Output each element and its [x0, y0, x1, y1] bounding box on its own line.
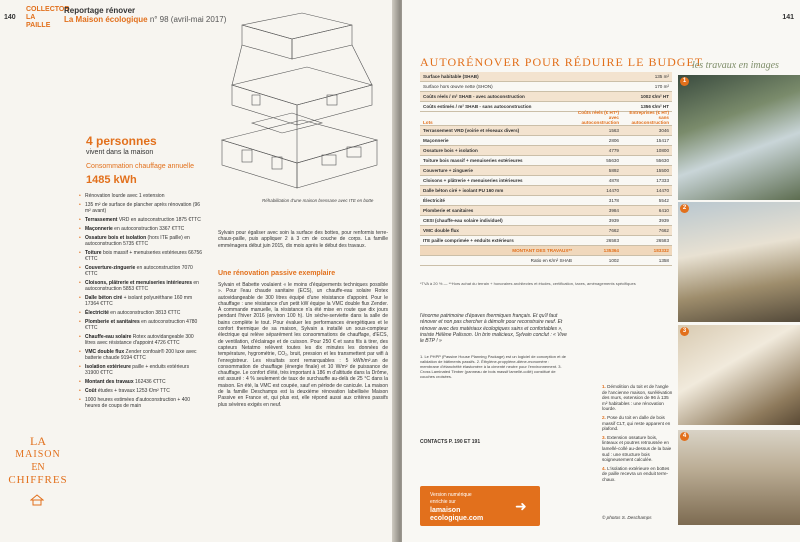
table-row: Dalle béton ciré + isolant PU 160 mm 14470 14470	[420, 186, 672, 196]
list-item: • Couverture-zinguerie en autoconstruction 7070 €TTC	[79, 265, 204, 277]
photo-straw	[678, 430, 800, 525]
consumption-label: Consommation chauffage annuelle	[86, 163, 195, 170]
promo-line-4: ecologique.com	[430, 515, 484, 522]
body-paragraph: Sylvain et Babette voulaient « le moins d'équipements techniques possible ». Pour l'eau chaude sanitaire (ECS), un chauffe-eau solaire Rotex autovidangeable de 300 litres équipé d'une résistance d'appoint. Pour le chauffage : une résistance d'un petit kW équipe la VMC double flux Zender. À commande manuelle, la résistance n'a été mise en route que dix jours pendant l'hiver 2016 (environ 100 h). Un sèche-serviette dans la salle de bains complète le tout. Pour évaluer les performances énergétiques et le confort thermique de sa maison, Sylvain a installé un sous-compteur électrique qui relève séparément les consommations de chauffage, d'ECS, de ventilation, d'éclairage et de cuisson. Pour 250 € et sans fils à tirer, des capteurs Netatmo relèvent toutes les dix minutes les données de température, hygrométrie, CO₂, bruit, pression et les transmettent par wifi à l'enregistreur. Les résultats sont remarquables : 5 kWh/m².an de consommation de chauffage (énergie finale) et 10 W/m² de puissance de chauffage. Le confort d'été, très important à 186 m d'altitude dans la Drôme, est assuré : 4 % seulement de taux de surchauffe au-delà de 25 °C dans la maison. En été, la VMC est coupée, sauf en période de canicule. La maison de la famille Deschamps est la deuxième rénovation labellisée Maison Passive en France et, qui plus est, elle répond aussi aux critères passifs plus sévères exigés en neuf.	[218, 282, 388, 408]
table-row: Toiture bois massif + menuiseries extérieures 55630 55630	[420, 156, 672, 166]
list-item: • Maçonnerie en autoconstruction 3367 €TTC	[79, 226, 204, 232]
photo-legend	[602, 384, 674, 486]
photo-credit: © photos S. Deschamps	[602, 515, 652, 520]
running-header	[64, 6, 226, 24]
table-row: Électricité 3178 5542	[420, 196, 672, 206]
right-page	[402, 0, 800, 542]
list-item: • Chauffe-eau solaire Rotex autovidangeable 300 litres avec résistance d'appoint 4726 €TTC	[79, 334, 204, 346]
house-icon	[30, 494, 44, 506]
list-item: • Dalle béton ciré + isolant polyuréthane 160 mm 17364 €TTC	[79, 295, 204, 307]
list-item: • Isolation extérieure paille + enduits extérieurs 31900 €TTC	[79, 364, 204, 376]
table-row: Terrassement VRD (voirie et réseaux divers) 1563 3046	[420, 126, 672, 136]
architect-sketch	[212, 5, 384, 217]
table-row: Ossature bois + isolation 4779 10800	[420, 146, 672, 156]
arrow-right-icon: ➜	[515, 498, 527, 514]
figures-list	[79, 193, 204, 412]
table-notes: *TVA à 20 % — **Hors achat du terrain + honoraires architectes et études, certification, taxes, aménagements spécifiques	[420, 281, 636, 286]
table-row: Surface habitable (SHAB) 135 m²	[420, 72, 672, 82]
table-row: Surface hors œuvre nette (SHON) 170 m²	[420, 82, 672, 92]
list-item: • Toiture bois massif + menuiseries extérieures 66756 €TTC	[79, 250, 204, 262]
photo-number: 2	[680, 204, 689, 213]
table-title: AUTORÉNOVER POUR RÉDUIRE LE BUDGET	[420, 55, 704, 69]
list-item: • 1000 heures estimées d'autoconstruction + 400 heures de coups de main	[79, 397, 204, 409]
photo-roof	[678, 202, 800, 322]
legend-item: 1. Démolition du toit et de l'angle de l'ancienne maison, surélévation des murs, extension de 96 à 135 m² habitables : une rénovation lourde.	[602, 384, 673, 412]
promo-line-3: lamaison	[430, 507, 461, 514]
table-row: Plomberie et sanitaires 3984 6410	[420, 206, 672, 216]
left-page	[0, 0, 398, 542]
list-item: • Rénovation lourde avec 1 extension	[79, 193, 204, 199]
list-item: • Coût études + travaux 1253 €/m² TTC	[79, 388, 204, 394]
footnotes: 1. Le PHPP (Passive House Planning Package) est un logiciel de conception et de validation de bâtiments passifs. 2. Éthylène-propylène-diène-monomère : membrane d'étanchéité élastomère à la cimenté neutre pour l'environnement. 3. Cross Laminated Timber (panneau de bois massif lamellé-collé) constitué de couches croisées.	[420, 354, 567, 379]
list-item: • 135 m² de surface de plancher après rénovation (96 m² avant)	[79, 202, 204, 214]
occupants-count: 4 personnes	[86, 134, 157, 148]
collection-label: COLLECTOR LA PAILLE	[26, 6, 70, 29]
list-item: • Ossature bois et isolation (hors ITE paille) en autoconstruction 5735 €TTC	[79, 235, 204, 247]
table-row: ITE paille comprimée + enduits extérieurs 26583 26583	[420, 236, 672, 246]
photo-demolition	[678, 75, 800, 200]
intro-paragraph: Sylvain pour égaliser avec soin la surface des bottes, pour renformis terre-chaux-paille, puis appliquer 2 à 3 cm de couche de corps. La famille emménagera début juin 2015, dix mois après le début des travaux.	[218, 230, 388, 249]
total-row: MONTANT DES TRAVAUX** 135364 183332	[420, 246, 672, 256]
ratio-row: Ratio en €/m² SHAB 1002 1358	[420, 256, 672, 266]
rubric: Reportage rénover	[64, 6, 136, 15]
sketch-caption: Réhabilitation d'une maison bressane avec ITE en botte	[262, 198, 374, 203]
promo-line-2: enrichie sur	[430, 499, 456, 505]
closing-quote: l'énorme patrimoine d'épaves thermiques français. Et qu'il faut rénover et non pas chercher à démolir pour reconstruire neuf. Et rénover avec des matériaux écologiques sains et confortables », insiste Hélène Palisson. Un brin malicieux, Sylvain conclut : « Vive le BTP ! »	[420, 313, 567, 345]
occupants-sub: vivent dans la maison	[86, 149, 154, 156]
digital-version-banner[interactable]	[420, 486, 540, 526]
magazine-name: La Maison écologique	[64, 15, 148, 24]
table-row: Maçonnerie 2806 15417	[420, 136, 672, 146]
budget-table	[420, 72, 672, 266]
legend-item: 3. Extension ossature bois, linteaux et poutres retroussée en lamellé-collé au-dessus de la baie sud : une structure bois soigneusement calculée.	[602, 434, 672, 463]
contacts-ref: CONTACTS P. 190 ET 191	[420, 439, 481, 445]
section-vertical-title: LA MAISON EN CHIFFRES	[8, 434, 68, 486]
promo-line-1: Version numérique	[430, 492, 472, 498]
photo-section-title: les travaux en images	[692, 60, 779, 71]
list-item: • Cloisons, plâtrerie et menuiseries intérieures en autoconstruction 5853 €TTC	[79, 280, 204, 292]
list-item: • Électricité en autoconstruction 3813 €TTC	[79, 310, 204, 316]
photo-number: 1	[680, 77, 689, 86]
page-number-left: 140	[4, 14, 16, 21]
issue: n° 98 (avril-mai 2017)	[149, 15, 227, 24]
table-row: CESI (chauffe-eau solaire individuel) 3939 3939	[420, 216, 672, 226]
photo-number: 3	[680, 327, 689, 336]
consumption-value: 1485 kWh	[86, 174, 137, 186]
list-item: • Terrassement VRD en autoconstruction 1875 €TTC	[79, 217, 204, 223]
table-row: VMC double flux 7662 7662	[420, 226, 672, 236]
table-header-row: Lots Coûts réels (€ HT*) avec autoconstruction Entreprises (€ HT) sans autoconstruction	[420, 112, 672, 126]
photo-frame	[678, 325, 800, 425]
photo-number: 4	[680, 432, 689, 441]
legend-item: 2. Pose du toit en dalle de bois massif CLT, qui reste apparent en plafond.	[602, 414, 671, 432]
table-row: Couverture + zinguerie 5892 15500	[420, 166, 672, 176]
section-heading: Une rénovation passive exemplaire	[218, 270, 336, 277]
table-row: Coûts estimés / m² SHAB - sans autoconstruction 1356 €/m² HT	[420, 102, 672, 112]
page-number-right: 141	[782, 14, 794, 21]
table-row: Coûts réels / m² SHAB - avec autoconstruction 1002 €/m² HT	[420, 92, 672, 102]
list-item: • Montant des travaux 162436 €TTC	[79, 379, 204, 385]
legend-item: 4. L'isolation extérieure en bottes de paille recevra un enduit terre-chaux.	[602, 465, 670, 482]
table-row: Cloisons + plâtrerie + menuiseries intérieures 4878 17333	[420, 176, 672, 186]
list-item: • Plomberie et sanitaires en autoconstruction 4780 €TTC	[79, 319, 204, 331]
list-item: • VMC double flux Zender confoair® 200 luxe avec batterie chaude 9194 €TTC	[79, 349, 204, 361]
